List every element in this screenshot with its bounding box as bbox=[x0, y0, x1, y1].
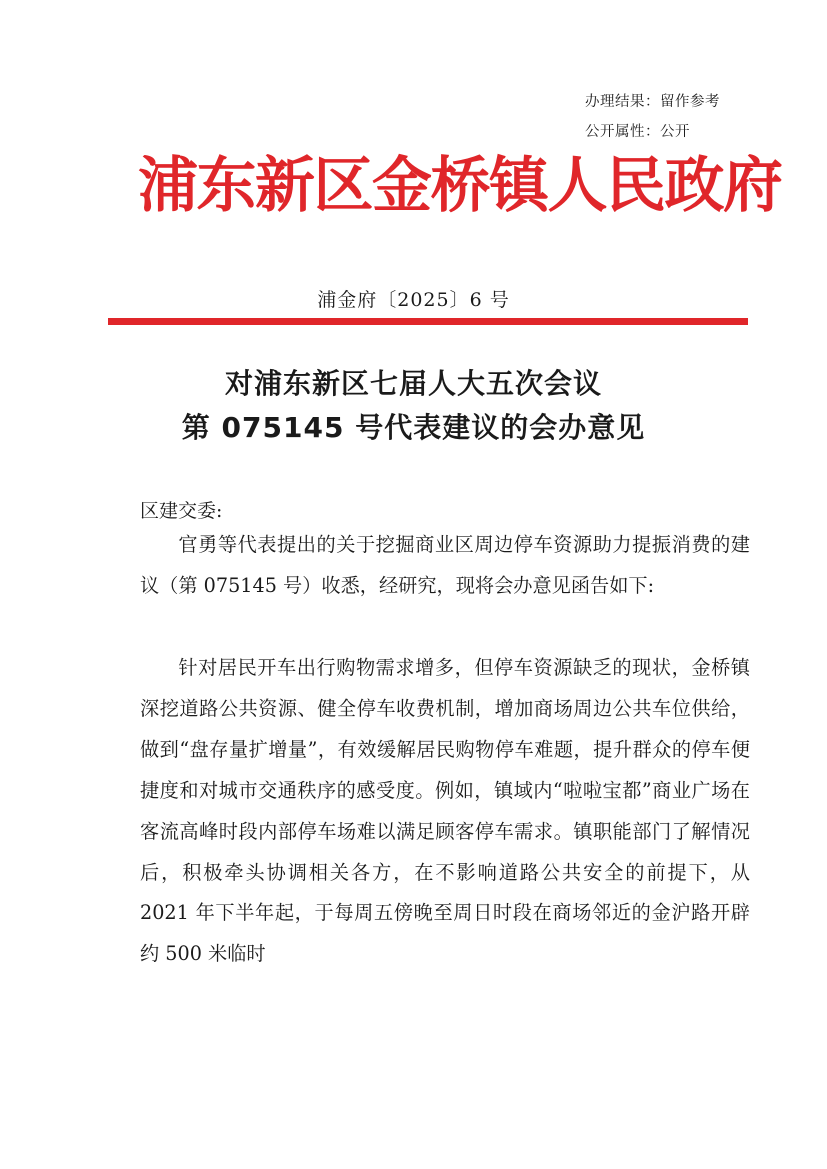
body-paragraph-1: 官勇等代表提出的关于挖掘商业区周边停车资源助力提振消费的建议（第 075145 号）收悉，经研究，现将会办意见函告如下: bbox=[140, 533, 750, 597]
publicity-attribute: 公开属性：公开 bbox=[585, 124, 690, 140]
document-title-line-2: 第 075145 号代表建议的会办意见 bbox=[181, 411, 646, 444]
salutation: 区建交委: bbox=[140, 500, 223, 522]
body-paragraph-2: 针对居民开车出行购物需求增多，但停车资源缺乏的现状，金桥镇深挖道路公共资源、健全停车收费机制，增加商场周边公共车位供给，做到“盘存量扩增量”，有效缓解居民购物停车难题，提升群众的停车便捷度和对城市交通秩序的感受度。例如，镇域内“啦啦宝都”商业广场在客流高峰时段内部停车场难以满足顾客停车需求。镇职能部门了解情况后，积极牵头协调相关各方，在不影响道路公共安全的前提下，从 2021 年下半年起，于每周五傍晚至周日时段在商场邻近的金沪路开辟约 500 米临时 bbox=[140, 656, 750, 966]
issuer-header: 浦东新区金桥镇人民政府 bbox=[138, 151, 782, 221]
document-number: 浦金府〔2025〕6 号 bbox=[317, 289, 510, 311]
document-title-line-1: 对浦东新区七届人大五次会议 bbox=[224, 367, 602, 400]
red-divider-line bbox=[108, 318, 748, 325]
processing-result: 办理结果：留作参考 bbox=[585, 94, 720, 110]
